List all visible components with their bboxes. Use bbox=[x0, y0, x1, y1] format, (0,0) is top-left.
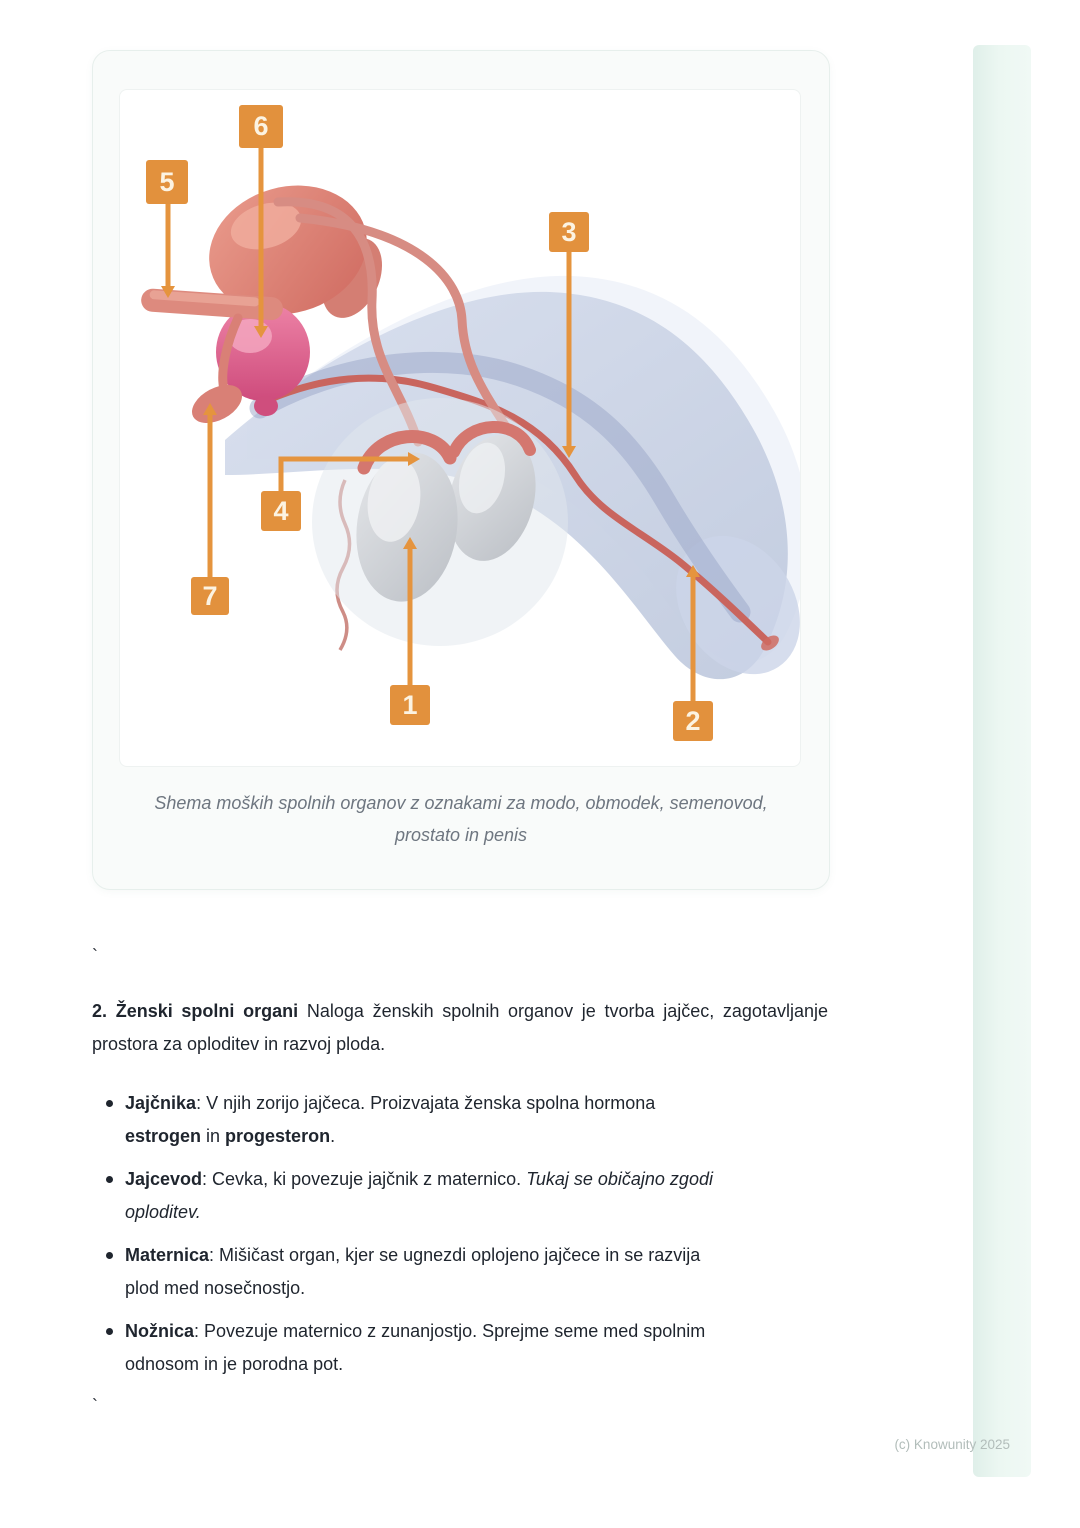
intro-text: Naloga ženskih spolnih organov je tvorba jajčec, zagotavljanje prostora za oploditev in razvoj ploda. bbox=[92, 1001, 828, 1054]
backtick-top: ` bbox=[92, 946, 98, 966]
list-item-jajcnika bbox=[92, 1087, 828, 1153]
bullet-list bbox=[92, 1087, 828, 1391]
figure-label-3: 3 bbox=[549, 212, 589, 252]
bullet-text-segment: in bbox=[201, 1126, 226, 1146]
bullet-text-segment: Jajčnika bbox=[125, 1093, 197, 1113]
anatomy-illustration bbox=[120, 90, 800, 766]
figure-image bbox=[119, 89, 801, 767]
section-heading: 2. Ženski spolni organi bbox=[92, 1001, 299, 1021]
bullet-text-segment: : Cevka, ki povezuje jajčnik z maternico. bbox=[202, 1169, 527, 1189]
bullet-text-segment: plod med nosečnostjo. bbox=[125, 1278, 306, 1298]
bullet-text-segment: : Povezuje maternico z zunanjostjo. Sprejme seme med spolnim bbox=[194, 1321, 706, 1341]
bullet-text-segment: Maternica bbox=[125, 1245, 210, 1265]
list-item-jajcevod bbox=[92, 1163, 828, 1229]
figure-label-4: 4 bbox=[261, 491, 301, 531]
list-item-noznica bbox=[92, 1315, 828, 1381]
figure-label-2: 2 bbox=[673, 701, 713, 741]
accent-stripe bbox=[973, 45, 1031, 1477]
bullet-text-segment: progesteron bbox=[225, 1126, 331, 1146]
figure-label-1: 1 bbox=[390, 685, 430, 725]
figure-caption: Shema moških spolnih organov z oznakami za modo, obmodek, semenovod, prostato in penis bbox=[154, 793, 768, 845]
bullet-text-segment: : V njih zorijo jajčeca. Proizvajata ženska spolna hormona bbox=[196, 1093, 656, 1113]
bullet-text-segment: estrogen bbox=[125, 1126, 202, 1146]
bullet-text-segment: odnosom in je porodna pot. bbox=[125, 1354, 344, 1374]
bullet-text-segment: oploditev. bbox=[125, 1202, 201, 1222]
bullet-text-segment: Tukaj se običajno zgodi bbox=[526, 1169, 713, 1189]
backtick-bottom: ` bbox=[92, 1396, 98, 1416]
figure-label-6: 6 bbox=[239, 105, 283, 148]
figure-label-7: 7 bbox=[191, 577, 229, 615]
list-item-maternica bbox=[92, 1239, 828, 1305]
copyright-text: (c) Knowunity 2025 bbox=[894, 1437, 1010, 1452]
figure-card bbox=[92, 50, 830, 890]
bullet-text-segment: Jajcevod bbox=[125, 1169, 203, 1189]
bullet-text-segment: : Mišičast organ, kjer se ugnezdi oplojeno jajčece in se razvija bbox=[209, 1245, 701, 1265]
intro-paragraph bbox=[92, 995, 828, 1061]
bullet-text-segment: Nožnica bbox=[125, 1321, 195, 1341]
bullet-text-segment: . bbox=[330, 1126, 336, 1146]
figure-label-5: 5 bbox=[146, 160, 188, 204]
